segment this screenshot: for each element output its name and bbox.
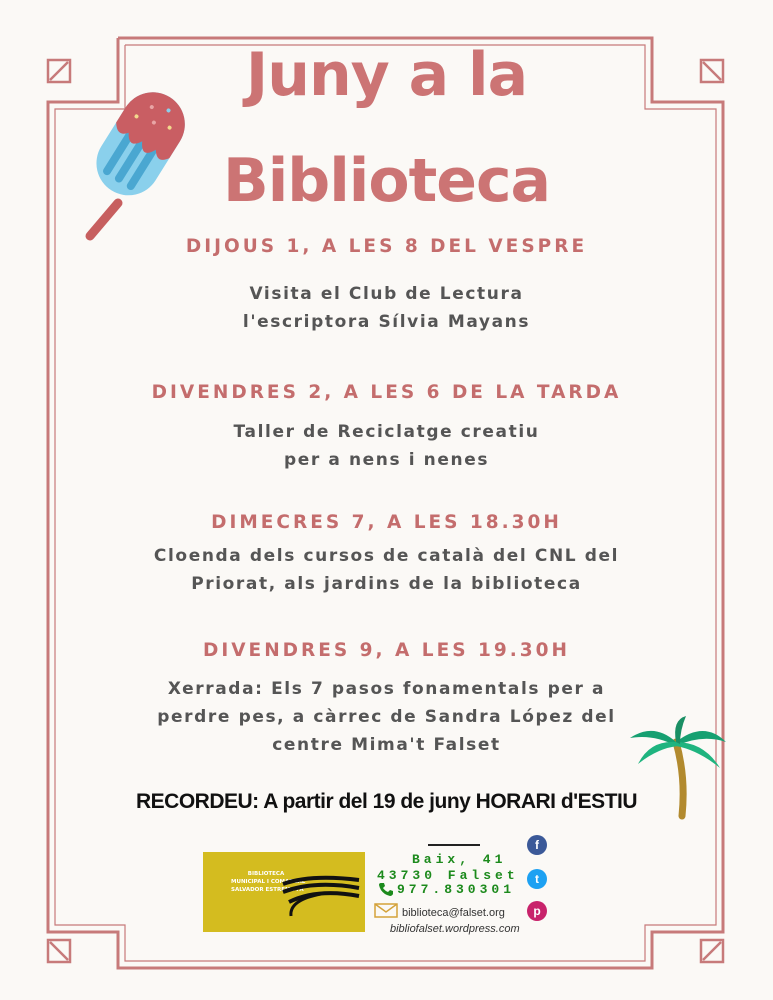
event-1-description: [100, 280, 673, 336]
contact-street: Baix, 41: [412, 852, 507, 867]
pinterest-icon[interactable]: p: [527, 901, 547, 921]
logo-line-2: MUNICIPAL I COMARCAL: [231, 879, 306, 885]
event-2-line-2: per a nens i nenes: [283, 450, 490, 470]
library-logo: [203, 852, 365, 932]
contact-email[interactable]: biblioteca@falset.org: [402, 907, 505, 919]
page-title-line-2: Biblioteca: [222, 146, 551, 216]
event-1-line-2: l'escriptora Sílvia Mayans: [242, 312, 531, 332]
event-4-description: [100, 675, 673, 759]
envelope-icon: [374, 903, 398, 918]
event-2-line-1: Taller de Reciclatge creatiu: [233, 422, 540, 442]
event-3-line-2: Priorat, als jardins de la biblioteca: [191, 574, 582, 594]
logo-line-1: BIBLIOTECA: [247, 871, 285, 877]
event-3-description: [100, 542, 673, 598]
event-4-heading: DIVENDRES 9, A LES 19.30H: [203, 640, 570, 661]
event-3-heading: DIMECRES 7, A LES 18.30H: [211, 512, 562, 533]
event-3-line-1: Cloenda dels cursos de català del CNL del: [153, 546, 620, 566]
logo-line-3: SALVADOR ESTREM I FA: [231, 887, 304, 893]
event-4-line-2: perdre pes, a càrrec de Sandra López del: [157, 707, 616, 727]
event-2-heading: DIVENDRES 2, A LES 6 DE LA TARDA: [151, 382, 622, 403]
facebook-icon[interactable]: f: [527, 835, 547, 855]
contact-divider: [428, 844, 480, 846]
event-4-line-3: centre Mima't Falset: [272, 735, 501, 755]
summer-hours-reminder: RECORDEU: A partir del 19 de juny HORARI d'ESTIU: [136, 790, 637, 813]
page-title-line-1: Juny a la: [245, 40, 528, 110]
phone-icon: [378, 881, 394, 897]
contact-phone: 977.830301: [397, 882, 516, 897]
contact-website[interactable]: bibliofalset.wordpress.com: [390, 923, 520, 935]
event-4-line-1: Xerrada: Els 7 pasos fonamentals per a: [167, 679, 606, 699]
event-1-line-1: Visita el Club de Lectura: [249, 284, 524, 304]
event-1-heading: DIJOUS 1, A LES 8 DEL VESPRE: [185, 236, 588, 257]
event-2-description: [100, 418, 673, 474]
twitter-icon[interactable]: t: [527, 869, 547, 889]
logo-waves-icon: [281, 872, 361, 922]
contact-city: 43730 Falset: [377, 868, 519, 883]
